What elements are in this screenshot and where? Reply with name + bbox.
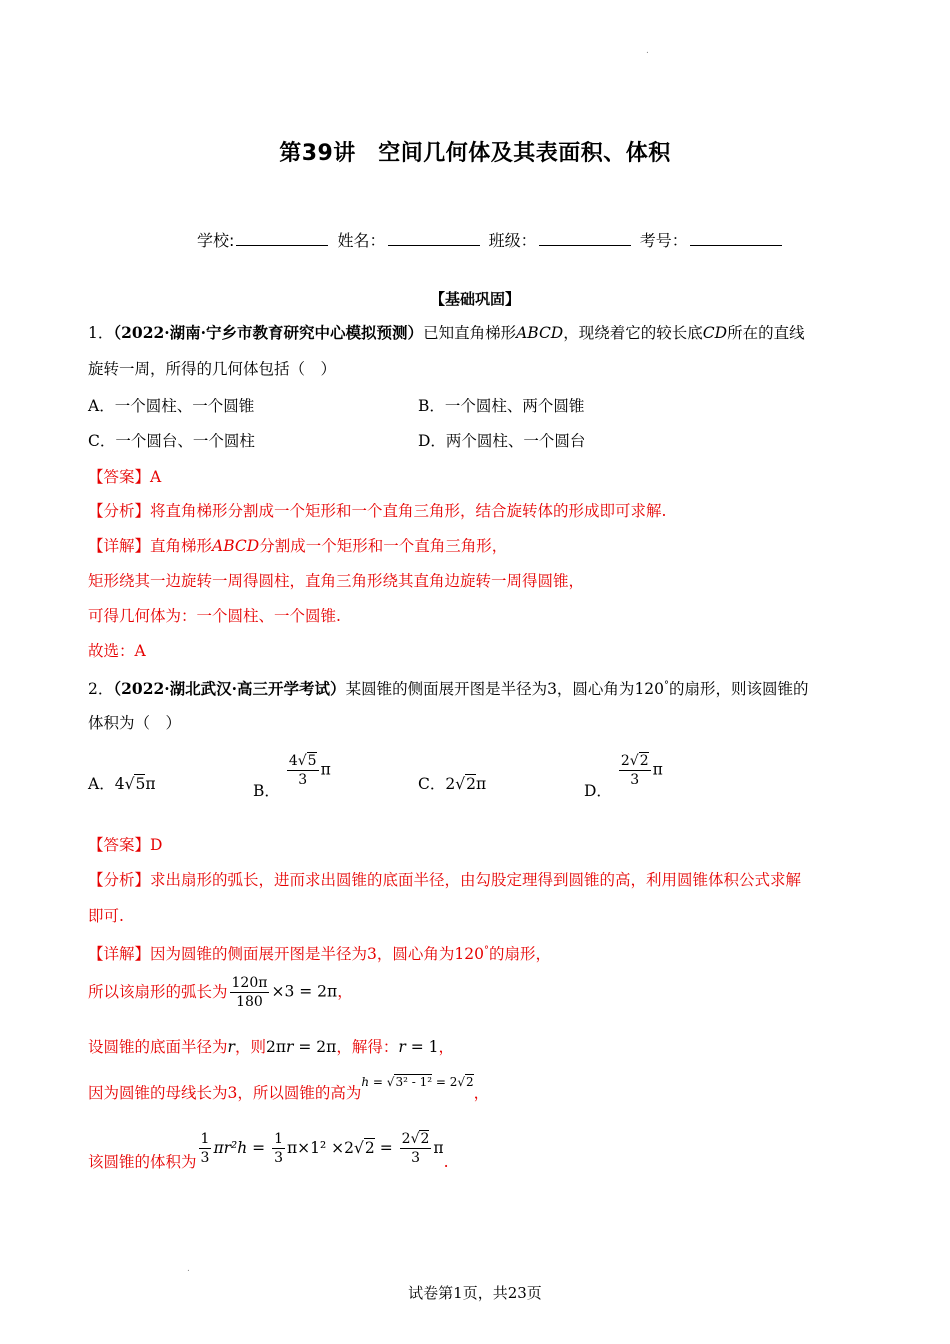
q1-stem: 1．（2022·湖南·宁乡市教育研究中心模拟预测）已知直角梯形ABCD，现绕着它的较长底CD所在的直线 <box>88 323 805 342</box>
exam-number-label: 考号： <box>639 231 688 250</box>
q2-analysis-line2: 即可. <box>88 907 124 925</box>
q1-option-c[interactable]: C．一个圆台、一个圆柱 <box>88 432 255 450</box>
q2-analysis: 【分析】求出扇形的弧长，进而求出圆锥的底面半径，由勾股定理得到圆锥的高，利用圆锥体积公式求解 <box>88 871 802 889</box>
page-footer: 试卷第1页，共23页 <box>408 1284 542 1302</box>
q2-option-c[interactable]: C．2√2π <box>418 775 487 793</box>
student-info-line <box>197 228 786 251</box>
q1-option-a[interactable]: A．一个圆柱、一个圆锥 <box>88 397 255 415</box>
q2-option-b[interactable]: B． $\frac{4√5}{3}$ π <box>253 753 331 800</box>
q1-option-b[interactable]: B．一个圆柱、两个圆锥 <box>418 397 585 415</box>
name-label: 姓名： <box>337 231 386 250</box>
q1-detail-line3: 可得几何体为：一个圆柱、一个圆锥. <box>88 607 341 625</box>
class-field[interactable] <box>539 231 631 246</box>
corner-mark-bottom: . <box>187 1264 190 1274</box>
school-label: 学校: <box>197 231 235 250</box>
q2-stem: 2．（2022·湖北武汉·高三开学考试）某圆锥的侧面展开图是半径为3，圆心角为120°的扇形，则该圆锥的 <box>88 679 809 699</box>
q2-detail-line4: 因为圆锥的母线长为3，所以圆锥的高为$^{h = √3^2 - 1^2 = 2√2}$， <box>88 1075 490 1102</box>
q2-answer: 【答案】D <box>88 836 163 854</box>
q1-answer: 【答案】A <box>88 468 162 486</box>
q1-option-d[interactable]: D．两个圆柱、一个圆台 <box>418 432 586 450</box>
school-field[interactable] <box>236 231 328 246</box>
q1-detail: 【详解】直角梯形ABCD分割成一个矩形和一个直角三角形， <box>88 537 508 555</box>
page-title: 第39讲 空间几何体及其表面积、体积 <box>279 141 671 166</box>
q2-detail-line2: 所以该扇形的弧长为 $\frac{120\pi}{180}$ ×3 = 2π， <box>88 975 353 1010</box>
q2-detail-line3: 设圆锥的底面半径为r，则2πr = 2π，解得：r = 1， <box>88 1038 454 1056</box>
q1-stem-line2: 旋转一周，所得的几何体包括（ ） <box>88 360 337 378</box>
name-field[interactable] <box>388 231 480 246</box>
q2-source: （2022·湖北武汉·高三开学考试） <box>113 679 346 699</box>
q1-source: （2022·湖南·宁乡市教育研究中心模拟预测） <box>113 323 424 342</box>
exam-number-field[interactable] <box>690 231 782 246</box>
q1-detail-line2: 矩形绕其一边旋转一周得圆柱，直角三角形绕其直角边旋转一周得圆锥， <box>88 572 585 590</box>
q2-option-d[interactable]: D． $\frac{2√2}{3}$ π <box>584 753 663 800</box>
corner-mark: . <box>646 46 649 56</box>
q1-conclusion: 故选：A <box>88 642 146 660</box>
q2-detail-line1: 【详解】因为圆锥的侧面展开图是半径为3，圆心角为120°的扇形， <box>88 945 551 964</box>
class-label: 班级： <box>488 231 537 250</box>
angle-value: 120 <box>634 680 665 699</box>
section-title: 【基础巩固】 <box>429 290 520 308</box>
q1-analysis: 【分析】将直角梯形分割成一个矩形和一个直角三角形，结合旋转体的形成即可求解. <box>88 502 667 520</box>
q2-option-a[interactable]: A．4√5π <box>88 775 156 793</box>
q2-detail-line5: 该圆锥的体积为 $\frac{1}{3}$ πr²h = $\frac{1}{3}$ π×1² ×2√2 = $\frac{2√2}{3}$ π. <box>88 1131 449 1171</box>
q2-stem-line2: 体积为（ ） <box>88 714 182 732</box>
